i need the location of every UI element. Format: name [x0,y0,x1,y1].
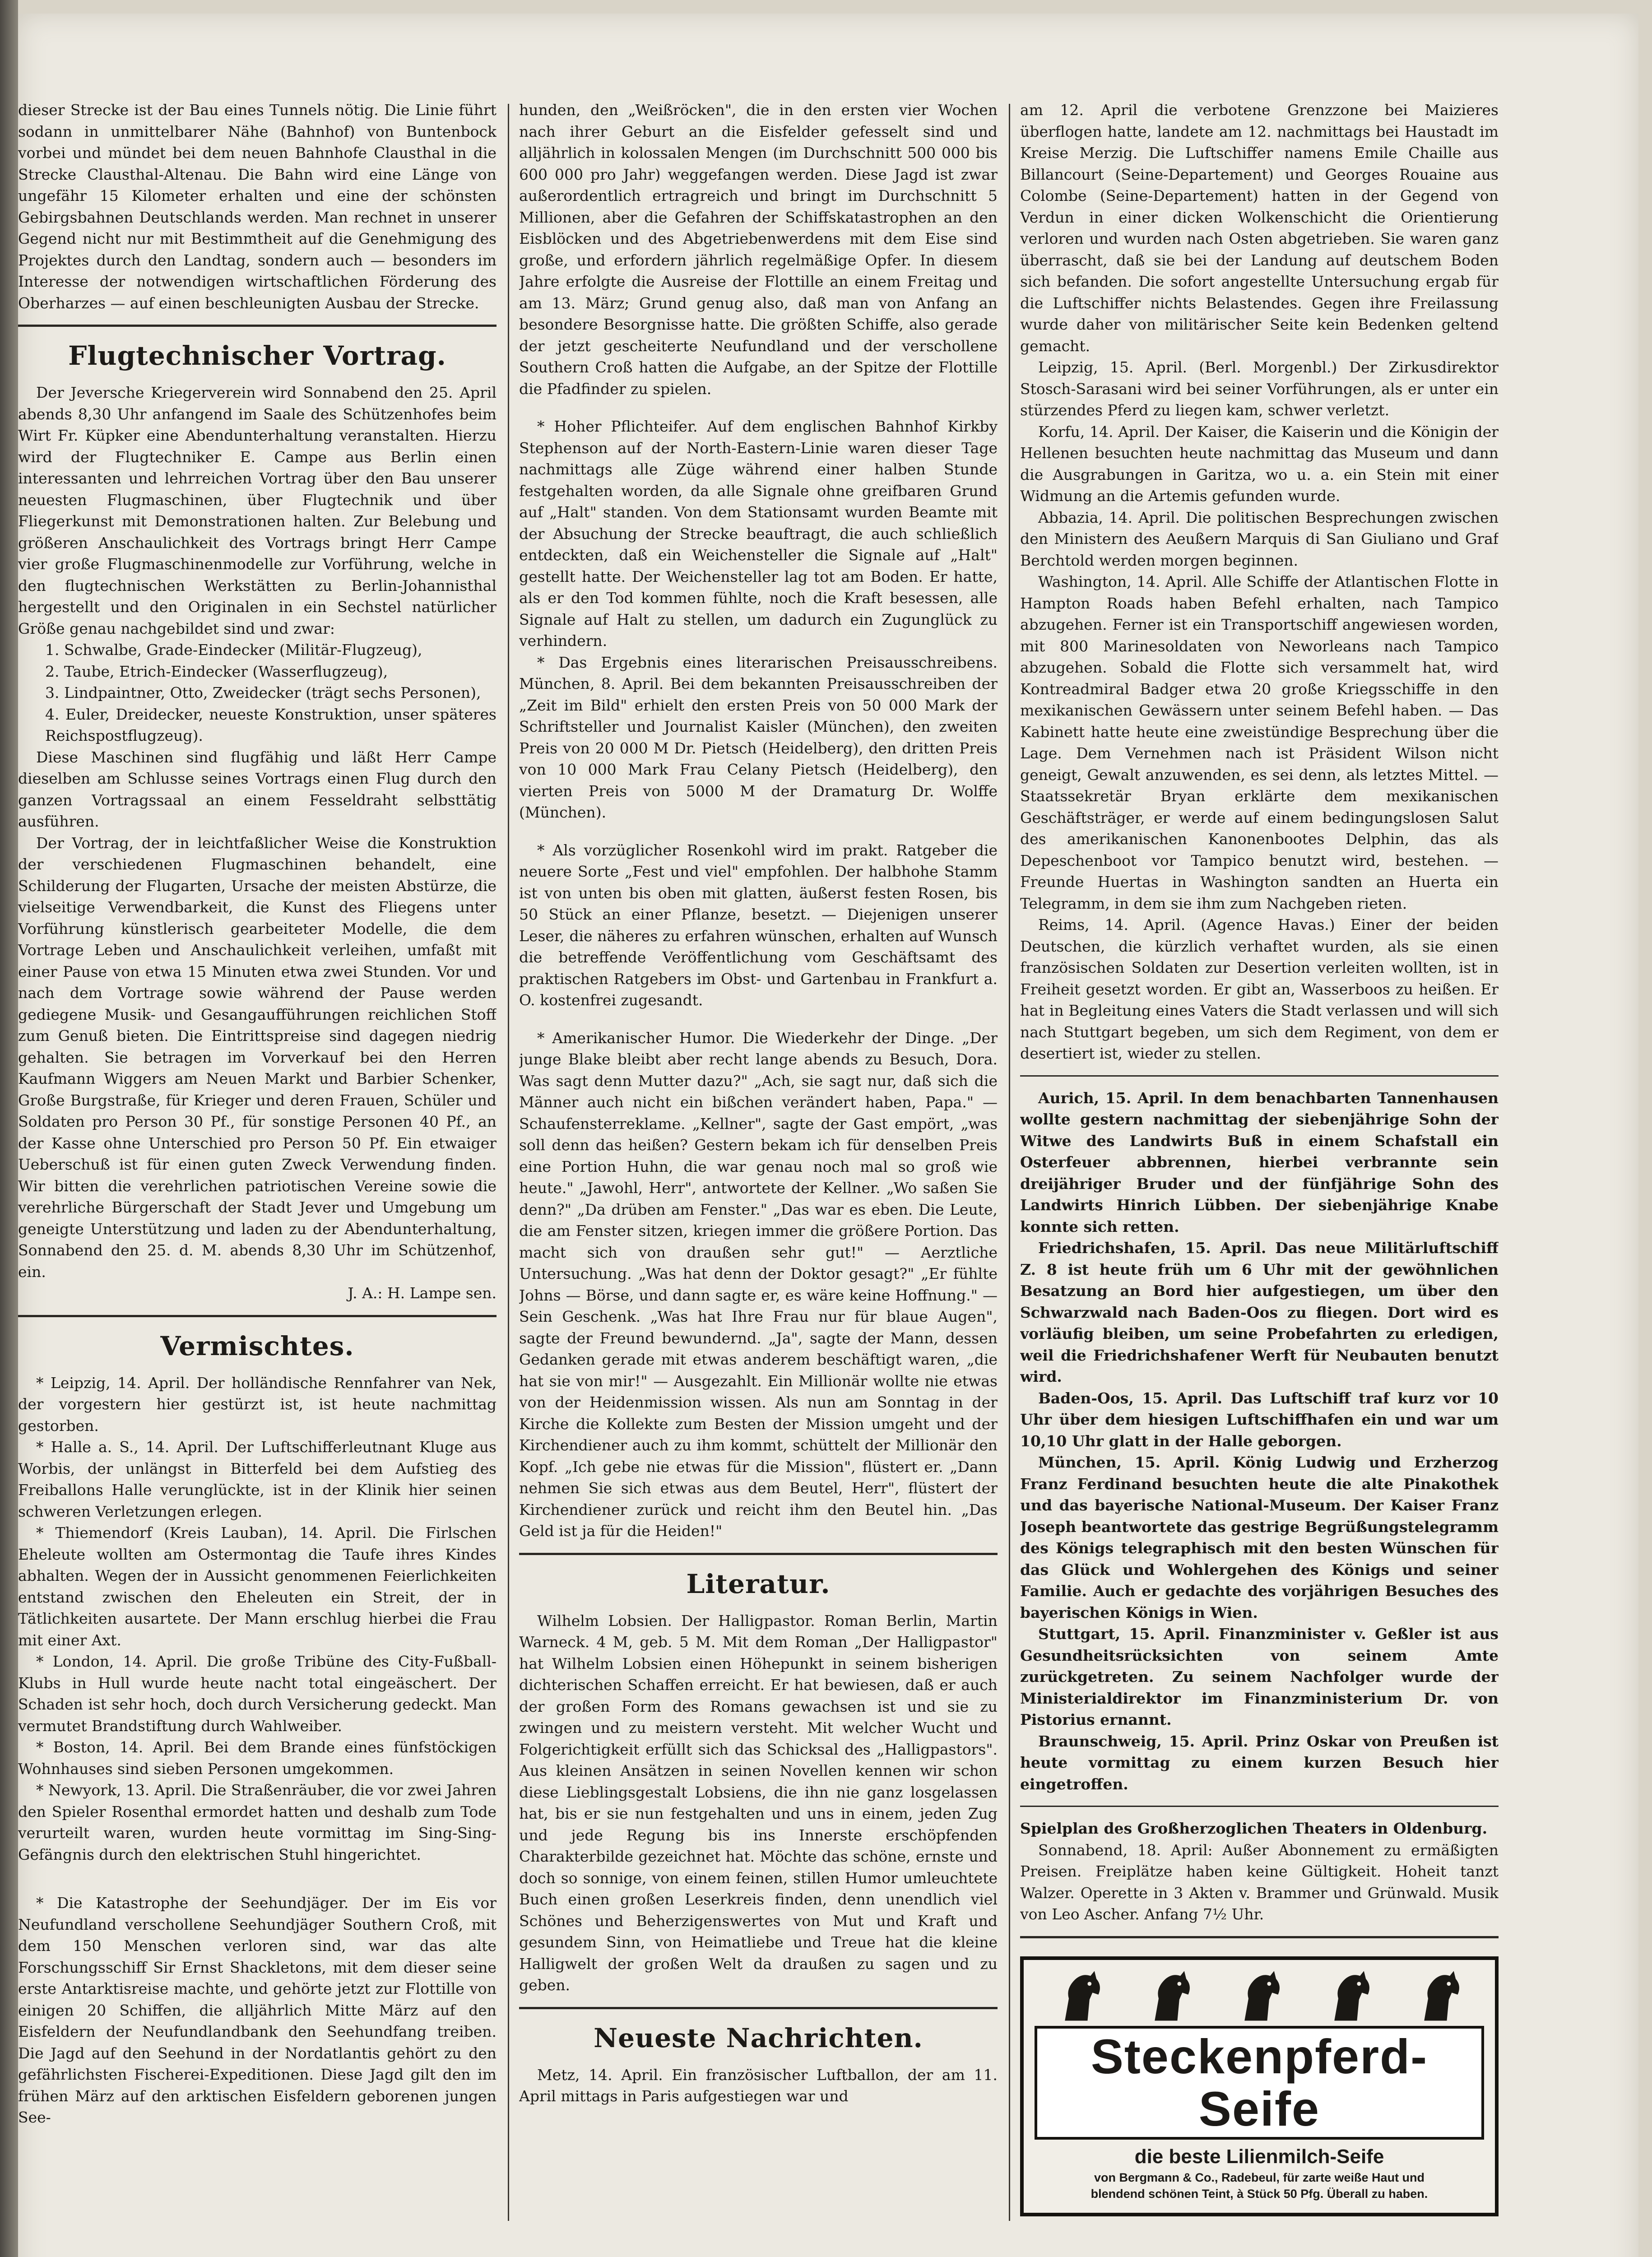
news-item: * Boston, 14. April. Bei dem Brande eines fünfstöckigen Wohnhauses sind sieben Personen umgekommen. [18,1738,497,1778]
hobby-horse-icon [1324,1969,1374,2023]
news-item: am 12. April die verbotene Grenzzone bei Maizieres überflogen hatte, landete am 12. nachmittags bei Haustadt im Kreise Merzig. Die Luftschiffer namens Emile Chaille aus Billancourt (Seine-Departement) und Georges Rouaine aus Colombe (Seine-Departement) hatten in der Gegend von Verdun in einer dicken Wolkenschicht die Orientierung verloren und wurden nach Osten abgetrieben. Sie waren ganz überrascht, daß sie bei der Landung auf deutschem Boden sich befanden. Die sofort angestellte Untersuchung ergab für die Luftschiffer nichts Belastendes. Gegen ihre Freilassung wurde daher von militärischer Seite kein Bedenken geltend gemacht. [1020,101,1499,355]
section-rule [519,1553,998,1555]
news-item: Washington, 14. April. Alle Schiffe der Atlantischen Flotte in Hampton Roads haben Befehl erhalten, nach Tampico abzugehen. Ferner ist ein Transportschiff angewiesen worden, mit 800 Marinesoldaten von Neworleans nach Tampico abzugehen. Sobald die Flotte sich versammelt hat, wird Kontreadmiral Badger etwa 20 große Kriegsschiffe in den mexikanischen Gewässern unter seinem Befehl haben. — Das Kabinett hatte heute eine zweistündige Besprechung über die Lage. Dem Vernehmen nach ist Präsident Wilson nicht geneigt, Gewalt anzuwenden, es sei denn, als letztes Mittel. — Staatssekretär Bryan erklärte dem mexikanischen Geschäftsträger, er werde auf einem bedingungslosen Salut des amerikanischen Kanonenbootes Delphin, das als Depeschenboot vor Tampico benutzt wird, bestehen. — Freunde Huertas in Washington sandten an Huerta ein Telegramm, in dem sie ihm zum Nachgeben rieten. [1020,573,1499,912]
news-item-bold: Stuttgart, 15. April. Finanzminister v. Geßler ist aus Gesundheitsrücksichten von seinem Amte zurückgetreten. Zu seinem Nachfolger wurde der Ministerialdirektor im Finanzministerium Dr. von Pistorius ernannt. [1020,1625,1499,1728]
news-item: * Halle a. S., 14. April. Der Luftschifferleutnant Kluge aus Worbis, der unlängst in Bitterfeld bei dem Aufstieg des Freiballons Halle verunglückte, ist in der Klinik hier seinen schweren Verletzungen erlegen. [18,1438,497,1520]
news-item-bold: Aurich, 15. April. In dem benachbarten Tannenhausen wollte gestern nachmittag der siebenjährige Sohn der Witwe des Landwirts Buß in einem Schafstall ein Osterfeuer abbrennen, hierbei verbrannte sein dreijähriger Bruder und der fünfjährige Sohn des Landwirts Hinrich Lübben. Der siebenjährige Knabe konnte sich retten. [1020,1089,1499,1235]
rosenkohl-article: * Als vorzüglicher Rosenkohl wird im prakt. Ratgeber die neuere Sorte „Fest und viel" empfohlen. Der halbhohe Stamm ist von unten bis oben mit glatten, äußerst festen Rosen, bis 50 Stück an einer Pflanze, besetzt. — Diejenigen unserer Leser, die näheres zu erfahren wünschen, erhalten auf Wunsch die betreffende Veröffentlichung vom Geschäftsamt des praktischen Ratgebers im Obst- und Gartenbau in Frankfurt a. O. kostenfrei zugesandt. [519,841,998,1009]
column-divider-1 [508,104,509,2221]
news-item: Leipzig, 15. April. (Berl. Morgenbl.) Der Zirkusdirektor Stosch-Sarasani wird bei seiner Vorführungen, als er unter ein stürzendes Pferd zu liegen kam, schwer verletzt. [1020,358,1499,419]
literature-review: Wilhelm Lobsien. Der Halligpastor. Roman Berlin, Martin Warneck. 4 M, geb. 5 M. Mit dem Roman „Der Halligpastor" hat Wilhelm Lobsien einen Höhepunkt in seinem bisherigen dichterischen Schaffen erreicht. Er hat bewiesen, daß er auch der großen Form des Romans gewachsen ist und sie zu zwingen und zu meistern versteht. Mit welcher Wucht und Folgerichtigkeit erfüllt sich das Schicksal des „Halligpastors". Aus kleinen Ansätzen in seinen Novellen kennen wir schon diese Lieblingsgestalt Lobsiens, die ihn nie ganz losgelassen hat, bis er sie nun festgehalten und uns in einem, jeden Zug und jede Regung bis ins Innerste erschöpfenden Charakterbilde gezeichnet hat. Möchte das schöne, ernste und doch so sonnige, von einem feinen, stillen Humor umleuchtete Buch einen großen Leserkreis finden, denn unendlich viel Schönes und Beherzigenswertes von Mut und Kraft und gesundem Sinn, von Heimatliebe und Treue hat die kleine Halligwelt der großen Welt da draußen zu sagen und zu geben. [519,1611,998,1994]
list-item: 4. Euler, Dreidecker, neueste Konstruktion, unser späteres Reichspostflugzeug). [45,705,497,744]
hobby-horse-icon [1234,1969,1284,2023]
humor-article: * Amerikanischer Humor. Die Wiederkehr der Dinge. „Der junge Blake bleibt aber recht lange abends zu Besuch, Dora. Was sagt denn Mutter dazu?" „Ach, sie sagt nur, daß sich die Männer auch nicht ein bißchen verändert haben, Papa." — Schaufensterreklame. „Kellner", sagte der Gast empört, „was soll denn das heißen? Gestern bekam ich für denselben Preis eine Portion Huhn, die war genau noch mal so groß wie heute." „Jawohl, Herr", antwortete der Kellner. „Wo saßen Sie denn?" „Da drüben am Fenster." „Das war es eben. Die Leute, die am Fenster sitzen, kriegen immer die größere Portion. Das macht sich von draußen sehr gut!" — Aerztliche Untersuchung. „Was hat denn der Doktor gesagt?" „Er fühlte Johns — Börse, und dann sagte er, es wäre keine Hoffnung." — Sein Geschenk. „Was hat Ihre Frau nur für blaue Augen", sagte der Freund bewundernd. „Ja", sagte der Mann, dessen Gedanken gerade mit etwas anderem beschäftigt waren, „die hat sie von mir!" — Ausgezahlt. Ein Millionär wollte nie etwas von der Heidenmission wissen. Als nun am Sonntag in der Kirche die Kollekte zum Besten der Mission umgeht und der Kirchendiener auch zu ihm kommt, schüttelt der Millionär den Kopf. „Ich gebe nie etwas für die Mission", flüstert er. „Dann nehmen Sie sich etwas aus dem Beutel, Herr", flüstert der Kirchendiener zurück und reicht ihm den Beutel hin. „Das Geld ist ja für die Heiden!" [519,1029,998,1540]
list-item: 3. Lindpaintner, Otto, Zweidecker (trägt sechs Personen), [45,684,481,701]
seehund-article: * Die Katastrophe der Seehundjäger. Der im Eis vor Neufundland verschollene Seehundjäger Southern Croß, mit dem 150 Menschen verloren sind, war das alte Forschungsschiff Sir Ernst Shackletons, mit dem dieser seine erste Antarktisreise machte, und gehörte jetzt zur Flottille von einigen 20 Schiffen, die alljährlich Mitte März auf den Eisfeldern der Neufundlandbank den Seehundfang treiben. Die Jagd auf den Seehund in der Nordatlantis gehört zu den gefährlichsten Fischerei-Expeditionen. Diese Jagd gilt den im frühen März auf den arktischen Eisfeldern geborenen jungen See- [18,1894,497,2126]
news-item-metz: Metz, 14. April. Ein französischer Luftballon, der am 11. April mittags in Paris aufgestiegen war und [519,2066,998,2105]
list-item: 1. Schwalbe, Grade-Eindecker (Militär-Flugzeug), [45,641,422,659]
flug-paragraph-1: Der Jeversche Kriegerverein wird Sonnabend den 25. April abends 8,30 Uhr anfangend im Saale des Schützenhofes beim Wirt Fr. Küpker eine Abendunterhaltung veranstalten. Hierzu wird der Flugtechniker E. Campe aus Berlin einen interessanten und lehrreichen Vortrag über den Bau unserer neuesten Flugmaschinen, über Flugtechnik und über Fliegerkunst mit Demonstrationen halten. Zur Belebung und größeren Anschaulichkeit des Vortrags bringt Herr Campe vier große Flugmaschinenmodelle zur Vorführung, welche in den flugtechnischen Werkstätten zu Berlin-Johannisthal hergestellt und den Originalen in ein Sechstel natürlicher Größe genau nachgebildet sind und zwar: [18,384,497,637]
section-rule [1020,1936,1499,1938]
section-rule [18,1315,497,1317]
flug-paragraph-3: Der Vortrag, der in leichtfaßlicher Weise die Konstruktion der verschiedenen Flugmaschinen behandelt, eine Schilderung der Flugarten, Ursache der meisten Abstürze, die vielseitige Verwendbarkeit, die Kunst des Fliegens unter Vorführung künstlerisch gearbeiteter Modelle, die dem Vortrage Leben und Anschaulichkeit verleihen, umfaßt mit einer Pause von etwa 15 Minuten etwa zwei Stunden. Vor und nach dem Vortrage sowie während der Pause werden gediegene Musik- und Gesangaufführungen reichlichen Stoff zum Genuß bieten. Die Eintrittspreise sind dagegen niedrig gehalten. Sie betragen im Vorverkauf bei den Herren Kaufmann Wiggers am Neuen Markt und Barbier Schenker, Große Burgstraße, für Krieger und deren Frauen, Schüler und Soldaten pro Person 30 Pf., für sonstige Personen 40 Pf., an der Kasse ohne Unterschied pro Person 50 Pf. Ein etwaiger Ueberschuß ist für einen guten Zweck Verwendung finden. Wir bitten die verehrlichen patriotischen Vereine sowie die verehrliche Bürgerschaft der Stadt Jever und Umgebung um geneigte Unterstützung und laden zu der Abendunterhaltung, Sonnabend den 25. d. M. abends 8,30 Uhr im Schützenhof, ein. [18,834,497,1281]
page-spine [0,0,18,2257]
news-item: Korfu, 14. April. Der Kaiser, die Kaiserin und die Königin der Hellenen besuchten heute nachmittag das Museum und dann die Ausgrabungen in Garitza, wo u. a. ein Stein mit einer Widmung an die Artemis gefunden wurde. [1020,423,1499,505]
hobby-horse-icon [1055,1969,1104,2023]
ad-title: Steckenpferd-Seife [1035,2026,1484,2140]
section-rule [1020,1806,1499,1807]
seehund-article-continued: hunden, den „Weißröcken", die in den ersten vier Wochen nach ihrer Geburt an die Eisfelder gefesselt sind und alljährlich in kolossalen Mengen (im Durchschnitt 500 000 bis 600 000 pro Jahr) weggefangen werden. Diese Jagd ist zwar außerordentlich ertragreich und bringt im Durchschnitt 5 Millionen, aber die Gefahren der Schiffskatastrophen an den Eisblöcken und des Abgetriebenwerdens mit dem Eise sind große, und erfordern jährlich regelmäßige Opfer. In diesem Jahre erfolgte die Ausreise der Flottille an einem Freitag und am 13. März; Grund genug also, daß man von Anfang an besondere Besorgnisse hatte. Die größten Schiffe, also gerade der jetzt gescheiterte Neufundland und der verschollene Southern Croß hatten die Aufgabe, an der Spitze der Flottille die Pfadfinder zu spielen. [519,101,998,398]
steckenpferd-advertisement [1020,1956,1499,2216]
column-divider-2 [1009,104,1010,2221]
theater-title: Spielplan des Großherzoglichen Theaters in Oldenburg. [1020,1820,1488,1837]
aircraft-model-list [18,639,497,747]
section-rule [519,2007,998,2009]
railway-article-continued: dieser Strecke ist der Bau eines Tunnels nötig. Die Linie führt sodann in unmittelbarer Nähe (Bahnhof) von Buntenbock vorbei und mündet bei dem neuen Bahnhofe Clausthal in die Strecke Clausthal-Altenau. Die Bahn wird eine Länge von ungefähr 15 Kilometer erhalten und eine der schönsten Gebirgsbahnen Deutschlands werden. Man rechnet in unserer Gegend nicht nur mit Bestimmtheit auf die Genehmigung des Projektes durch den Landtag, sondern auch — besonders im Interesse der notwendigen wirtschaftlichen Förderung des Oberharzes — auf einen beschleunigten Ausbau der Strecke. [18,101,497,312]
section-rule [18,325,497,327]
hobby-horse-icon [1414,1969,1464,2023]
heading-flugtechnischer-vortrag: Flugtechnischer Vortrag. [68,340,446,371]
column-1 [18,99,497,2221]
flug-signature: J. A.: H. Lampe sen. [348,1284,497,1302]
list-item: 2. Taube, Etrich-Eindecker (Wasserflugzeug), [45,662,388,680]
news-item: * Thiemendorf (Kreis Lauban), 14. April. Die Firlschen Eheleute wollten am Ostermontag die Taufe ihres Kindes abhalten. Wegen der in Aussicht genommenen Feierlichkeiten entstand zwischen den Eheleuten ein Streit, der in Tätlichkeiten ausartete. Der Mann erschlug hierbei die Frau mit einer Axt. [18,1524,497,1649]
ad-line: von Bergmann & Co., Radebeul, für zarte weiße Haut und [1094,2170,1425,2184]
news-item: Reims, 14. April. (Agence Havas.) Einer der beiden Deutschen, die kürzlich verhaftet wurden, als sie einen französischen Soldaten zur Desertion verleiten wollten, ist in Freiheit gesetzt worden. Er gibt an, Wasserboos zu heißen. Er hat in Begleitung eines Vaters die Stadt verlassen und will sich nach Stuttgart begeben, um sich dem Regiment, von dem er desertiert ist, wieder zu stellen. [1020,916,1499,1062]
hobby-horse-icon [1145,1969,1194,2023]
section-rule [1020,1075,1499,1077]
news-item-bold: Friedrichshafen, 15. April. Das neue Militärluftschiff Z. 8 ist heute früh um 6 Uhr mit der gewöhnlichen Besatzung an Bord hier aufgestiegen, um über den Schwarzwald nach Baden-Oos zu fliegen. Dort wird es vorläufig bleiben, um seine Probefahrten zu erledigen, weil die Friedrichshafener Werft für Neubauten benutzt wird. [1020,1239,1499,1385]
column-2 [519,99,998,2221]
news-item-bold: München, 15. April. König Ludwig und Erzherzog Franz Ferdinand besuchten heute die alte Pinakothek und das bayerische National-Museum. Der Kaiser Franz Joseph beantwortete das gestrige Begrüßungstelegramm des Königs telegraphisch mit den besten Wünschen für das Glück und Wohlergehen des Königs und seiner Familie. Auch er gedachte des vorjährigen Besuches des bayerischen Königs in Wien. [1020,1454,1499,1621]
pflichteifer-article: * Hoher Pflichteifer. Auf dem englischen Bahnhof Kirkby Stephenson auf der North-Eastern-Linie waren dieser Tage nachmittags alle Züge während einer halben Stunde festgehalten worden, da alle Signale ohne greifbaren Grund auf „Halt" standen. Von dem Stationsamt wurden Beamte mit der Absuchung der Strecke beauftragt, die auch schließlich entdeckten, daß ein Weichensteller die Signale auf „Halt" gestellt hatte. Der Weichensteller lag tot am Boden. Er hatte, als er den Tod kommen fühlte, noch die Kraft besessen, alle Signale auf Halt zu stellen, um dadurch ein Zugunglück zu verhindern. [519,418,998,650]
ad-subtitle: die beste Lilienmilch-Seife [1134,2145,1384,2168]
column-3 [1020,99,1499,2221]
heading-neueste-nachrichten: Neueste Nachrichten. [594,2022,923,2053]
heading-literatur: Literatur. [686,1568,831,1599]
news-item: * London, 14. April. Die große Tribüne des City-Fußball-Klubs in Hull wurde heute nacht total eingeäschert. Der Schaden ist sehr hoch, doch durch Versicherung gedeckt. Man vermutet Brandstiftung durch Wahlweiber. [18,1653,497,1735]
news-item-bold: Braunschweig, 15. April. Prinz Oskar von Preußen ist heute vormittag zu einem kurzen Besuch hier eingetroffen. [1020,1732,1499,1793]
theater-program: Sonnabend, 18. April: Außer Abonnement zu ermäßigten Preisen. Freiplätze haben keine Gültigkeit. Hoheit tanzt Walzer. Operette in 3 Akten v. Brammer und Grünwald. Musik von Leo Ascher. Anfang 7½ Uhr. [1020,1841,1499,1923]
news-item: * Newyork, 13. April. Die Straßenräuber, die vor zwei Jahren den Spieler Rosenthal ermordet hatten und deshalb zum Tode verurteilt waren, wurden heute vormittag im Sing-Sing-Gefängnis durch den elektrischen Stuhl hingerichtet. [18,1781,497,1863]
news-item: * Leipzig, 14. April. Der holländische Rennfahrer van Nek, der vorgestern hier gestürzt ist, ist heute nachmittag gestorben. [18,1374,497,1435]
news-item-bold: Baden-Oos, 15. April. Das Luftschiff traf kurz vor 10 Uhr über dem hiesigen Luftschiffhafen ein und war um 10,10 Uhr glatt in der Halle geborgen. [1020,1389,1499,1450]
ad-illustration [1035,1969,1484,2023]
preisausschreiben-article: * Das Ergebnis eines literarischen Preisausschreibens. München, 8. April. Bei dem bekannten Preisausschreiben der „Zeit im Bild" erhielt den ersten Preis von 50 000 Mark der Schriftsteller und Journalist Kaisler (München), den zweiten Preis von 20 000 M Dr. Pietsch (Heidelberg), den dritten Preis von 10 000 Mark Frau Celany Pietsch (Heidelberg), den vierten Preis von 5000 M der Dramaturg Dr. Wolffe (München). [519,653,998,821]
flug-paragraph-2: Diese Maschinen sind flugfähig und läßt Herr Campe dieselben am Schlusse seines Vortrags einen Flug durch den ganzen Vortragssaal an einem Fesseldraht selbsttätig ausführen. [18,748,497,830]
news-item: Abbazia, 14. April. Die politischen Besprechungen zwischen den Ministern des Aeußern Marquis di San Giuliano und Graf Berchtold werden morgen beginnen. [1020,508,1499,569]
ad-line: blendend schönen Teint, à Stück 50 Pfg. Überall zu haben. [1091,2187,1428,2201]
heading-vermischtes: Vermischtes. [160,1330,354,1361]
